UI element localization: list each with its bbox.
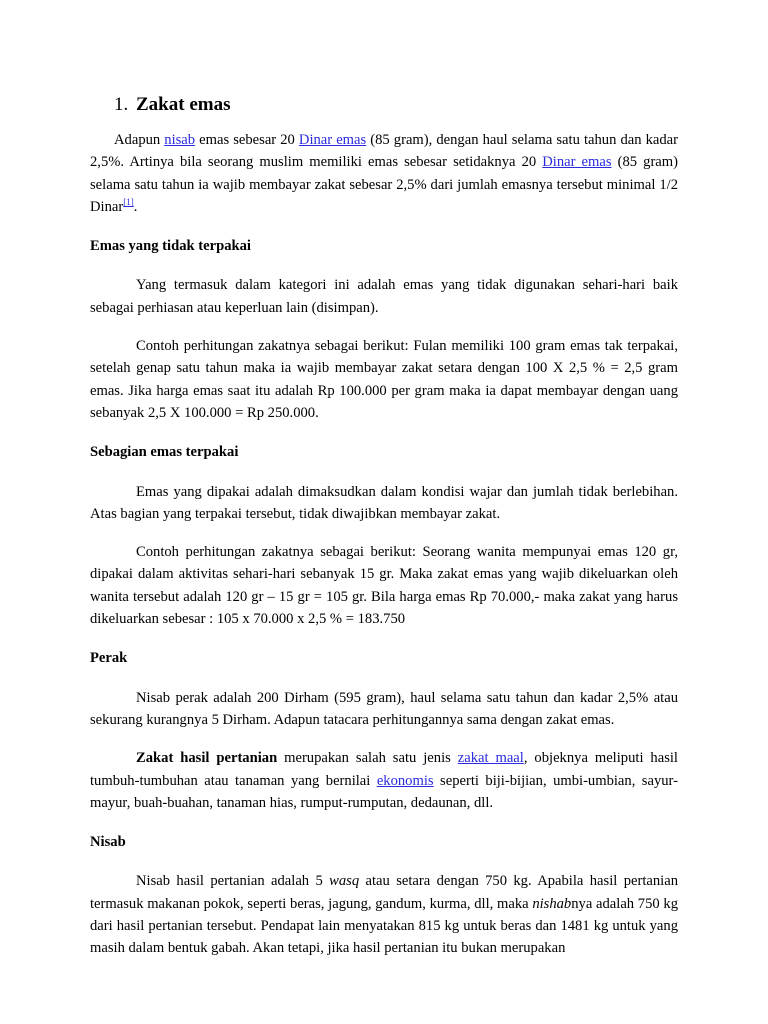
link-ekonomis[interactable]: ekonomis (376, 772, 434, 789)
link-nisab[interactable]: nisab (164, 132, 196, 148)
link-dinar-emas-2[interactable]: Dinar emas (542, 154, 612, 171)
text-run: Nisab hasil pertanian adalah 5 (136, 873, 330, 890)
paragraph-emas-dipakai: Emas yang dipakai adalah dimaksudkan dalam kondisi wajar dan jumlah tidak berlebihan. Atas bagian yang terpakai tersebut, tidak diwajibkan membayar zakat. (90, 483, 678, 522)
text-run: merupakan salah satu jenis (277, 750, 458, 767)
section-title (90, 92, 678, 118)
paragraph-nisab-perak: Nisab perak adalah 200 Dirham (595 gram), haul selama satu tahun dan kadar 2,5% atau sekurang kurangnya 5 Dirham. Adapun tatacara perhitungannya sama dengan zakat emas. (90, 689, 678, 728)
text-run: , objeknya meliputi hasil tumbuh-tumbuhan atau tanaman yang bernilai (90, 750, 678, 789)
link-zakat-maal[interactable]: zakat maal (457, 750, 524, 767)
paragraph-zakat-hasil-pertanian (90, 747, 678, 814)
paragraph-nisab-pertanian (90, 870, 678, 959)
text-run: (85 gram) selama satu tahun ia wajib membayar zakat sebesar 2,5% dari jumlah emasnya tersebut minimal 1/2 Dinar (90, 154, 678, 215)
heading-emas-tidak-terpakai: Emas yang tidak terpakai (90, 238, 251, 255)
text-run: atau setara dengan 750 kg. Apabila hasil pertanian termasuk makanan pokok, seperti beras, jagung, gandum, kurma, dll, maka (90, 873, 678, 912)
text-run: nya adalah 750 kg dari hasil pertanian tersebut. Pendapat lain menyatakan 815 kg untuk beras dan 1481 kg untuk yang masih dalam bentuk gabah. Akan tetapi, jika hasil pertanian itu bukan merupakan (90, 895, 678, 957)
heading-nisab: Nisab (90, 834, 126, 851)
section-title-text: Zakat emas (136, 94, 231, 115)
text-run: seperti biji-bijian, umbi-umbian, sayur-mayur, buah-buahan, tanaman hias, rumput-rumputan, dedaunan, dll. (90, 772, 678, 811)
text-run: (85 gram), dengan haul selama satu tahun dan kadar 2,5%. Artinya bila seorang muslim memiliki emas sebesar setidaknya 20 (90, 132, 678, 171)
document-page (90, 92, 678, 960)
text-run: Adapun (114, 132, 165, 148)
text-run: . (133, 198, 138, 215)
bold-term: Zakat hasil pertanian (136, 750, 278, 767)
link-dinar-emas[interactable]: Dinar emas (298, 132, 367, 148)
footnote-link[interactable]: [1] (123, 197, 134, 208)
paragraph-contoh-perhitungan-2: Contoh perhitungan zakatnya sebagai berikut: Seorang wanita mempunyai emas 120 gr, dipakai dalam aktivitas sehari-hari sebanyak 15 gr. Maka zakat emas yang wajib dikeluarkan oleh wanita tersebut adalah 120 gr – 15 gr = 105 gr. Bila harga emas Rp 70.000,- maka zakat yang harus dikeluarkan sebesar : 105 x 70.000 x 2,5 % = 183.750 (90, 544, 678, 628)
paragraph-nisab-emas (90, 129, 678, 218)
text-run: emas sebesar 20 (195, 132, 299, 148)
paragraph-contoh-perhitungan-1: Contoh perhitungan zakatnya sebagai berikut: Fulan memiliki 100 gram emas tak terpakai, setelah genap satu tahun maka ia wajib membayar zakat setara dengan 100 X 2,5 % = 2,5 gram emas. Jika harga emas saat itu adalah Rp 100.000 per gram maka ia dapat membayar dengan uang sebanyak 2,5 X 100.000 = Rp 250.000. (90, 338, 678, 421)
paragraph-emas-tidak-terpakai: Yang termasuk dalam kategori ini adalah emas yang tidak digunakan sehari-hari baik sebagai perhiasan atau keperluan lain (disimpan). (90, 277, 678, 316)
italic-term: nishab (532, 895, 572, 912)
heading-sebagian-emas-terpakai: Sebagian emas terpakai (90, 444, 239, 461)
section-number: 1. (114, 94, 129, 115)
italic-term: wasq (329, 873, 360, 890)
heading-perak: Perak (90, 650, 128, 667)
